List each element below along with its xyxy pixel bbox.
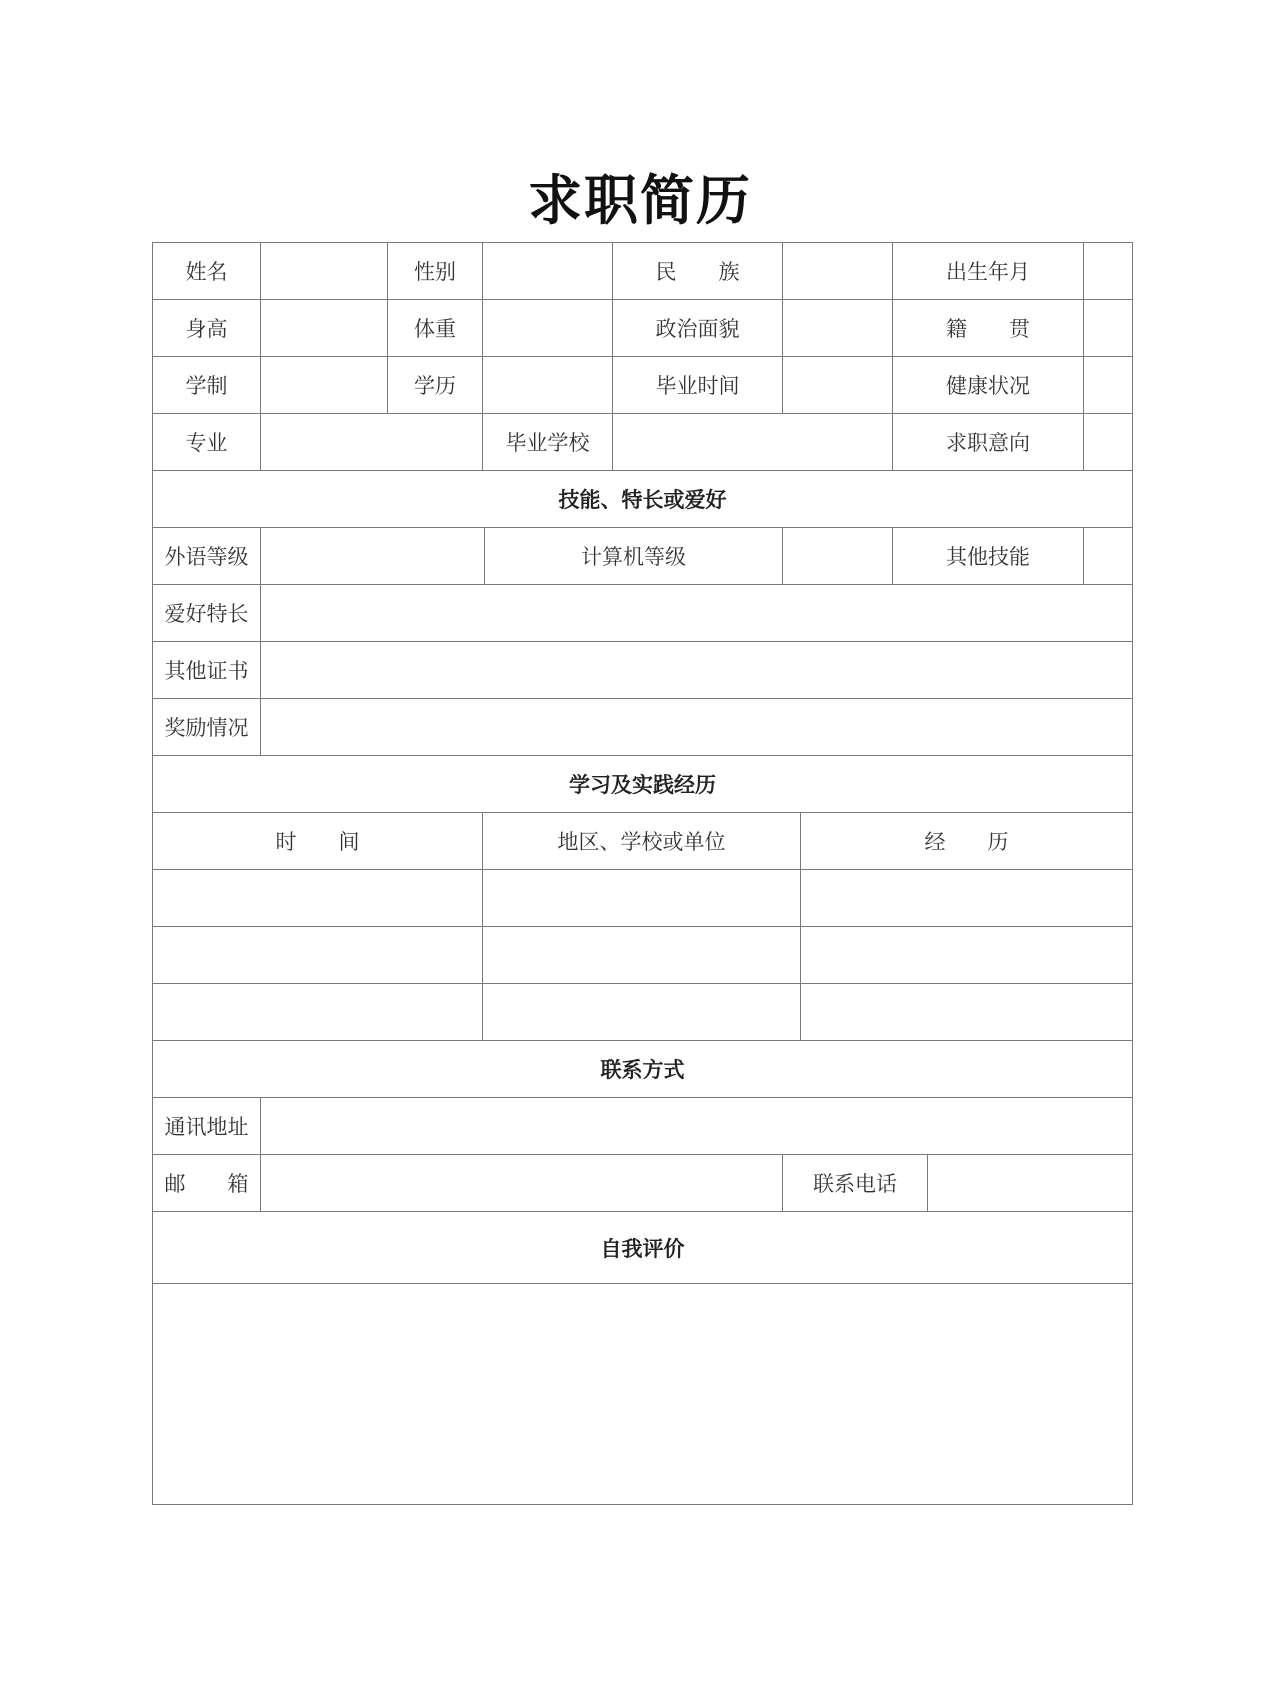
- ethnicity-field[interactable]: [783, 243, 893, 300]
- phone-label: 联系电话: [783, 1155, 928, 1212]
- experience-row: [153, 927, 1133, 984]
- contact-heading: 联系方式: [153, 1041, 1133, 1098]
- schooling-field[interactable]: [261, 357, 388, 414]
- address-row: [153, 1098, 1133, 1155]
- gender-label: 性别: [388, 243, 483, 300]
- skills-heading-row: [153, 471, 1133, 528]
- experience-history-field[interactable]: [801, 927, 1133, 984]
- job-intent-field[interactable]: [1084, 414, 1133, 471]
- computer-level-label: 计算机等级: [485, 528, 783, 585]
- skills-row: [153, 528, 1133, 585]
- school-field[interactable]: [613, 414, 893, 471]
- experience-time-field[interactable]: [153, 984, 483, 1041]
- experience-place-field[interactable]: [483, 984, 801, 1041]
- foreign-language-label: 外语等级: [153, 528, 261, 585]
- hobbies-row: [153, 585, 1133, 642]
- experience-history-field[interactable]: [801, 870, 1133, 927]
- experience-col-time: 时 间: [153, 813, 483, 870]
- basic-row-3: [153, 357, 1133, 414]
- health-field[interactable]: [1084, 357, 1133, 414]
- page-title: 求职简历: [528, 168, 752, 232]
- education-field[interactable]: [483, 357, 613, 414]
- basic-row-4: [153, 414, 1133, 471]
- awards-row: [153, 699, 1133, 756]
- certificates-field[interactable]: [261, 642, 1133, 699]
- graduation-time-label: 毕业时间: [613, 357, 783, 414]
- other-skills-label: 其他技能: [893, 528, 1084, 585]
- school-label: 毕业学校: [483, 414, 613, 471]
- name-field[interactable]: [261, 243, 388, 300]
- certificates-label: 其他证书: [153, 642, 261, 699]
- computer-level-field[interactable]: [783, 528, 893, 585]
- ethnicity-label: 民 族: [613, 243, 783, 300]
- address-field[interactable]: [261, 1098, 1133, 1155]
- awards-field[interactable]: [261, 699, 1133, 756]
- political-field[interactable]: [783, 300, 893, 357]
- graduation-time-field[interactable]: [783, 357, 893, 414]
- major-label: 专业: [153, 414, 261, 471]
- awards-label: 奖励情况: [153, 699, 261, 756]
- birth-label: 出生年月: [893, 243, 1084, 300]
- foreign-language-field[interactable]: [261, 528, 485, 585]
- experience-heading-row: [153, 756, 1133, 813]
- address-label: 通讯地址: [153, 1098, 261, 1155]
- experience-col-history: 经 历: [801, 813, 1133, 870]
- birth-field[interactable]: [1084, 243, 1133, 300]
- height-label: 身高: [153, 300, 261, 357]
- experience-place-field[interactable]: [483, 927, 801, 984]
- experience-columns-row: [153, 813, 1133, 870]
- hobbies-label: 爱好特长: [153, 585, 261, 642]
- hobbies-field[interactable]: [261, 585, 1133, 642]
- certificates-row: [153, 642, 1133, 699]
- health-label: 健康状况: [893, 357, 1084, 414]
- email-phone-row: [153, 1155, 1133, 1212]
- email-label: 邮 箱: [153, 1155, 261, 1212]
- self-eval-field[interactable]: [153, 1284, 1133, 1505]
- weight-label: 体重: [388, 300, 483, 357]
- contact-heading-row: [153, 1041, 1133, 1098]
- self-eval-heading: 自我评价: [153, 1212, 1133, 1284]
- height-field[interactable]: [261, 300, 388, 357]
- basic-row-2: [153, 300, 1133, 357]
- origin-field[interactable]: [1084, 300, 1133, 357]
- experience-history-field[interactable]: [801, 984, 1133, 1041]
- experience-row: [153, 984, 1133, 1041]
- resume-form-table: [152, 242, 1133, 1505]
- email-field[interactable]: [261, 1155, 783, 1212]
- skills-heading: 技能、特长或爱好: [153, 471, 1133, 528]
- experience-time-field[interactable]: [153, 927, 483, 984]
- experience-heading: 学习及实践经历: [153, 756, 1133, 813]
- basic-row-1: [153, 243, 1133, 300]
- weight-field[interactable]: [483, 300, 613, 357]
- phone-field[interactable]: [928, 1155, 1133, 1212]
- experience-place-field[interactable]: [483, 870, 801, 927]
- education-label: 学历: [388, 357, 483, 414]
- gender-field[interactable]: [483, 243, 613, 300]
- job-intent-label: 求职意向: [893, 414, 1084, 471]
- other-skills-field[interactable]: [1084, 528, 1133, 585]
- political-label: 政治面貌: [613, 300, 783, 357]
- experience-row: [153, 870, 1133, 927]
- major-field[interactable]: [261, 414, 483, 471]
- self-eval-heading-row: [153, 1212, 1133, 1284]
- schooling-label: 学制: [153, 357, 261, 414]
- experience-col-place: 地区、学校或单位: [483, 813, 801, 870]
- experience-time-field[interactable]: [153, 870, 483, 927]
- name-label: 姓名: [153, 243, 261, 300]
- origin-label: 籍 贯: [893, 300, 1084, 357]
- self-eval-row: [153, 1284, 1133, 1505]
